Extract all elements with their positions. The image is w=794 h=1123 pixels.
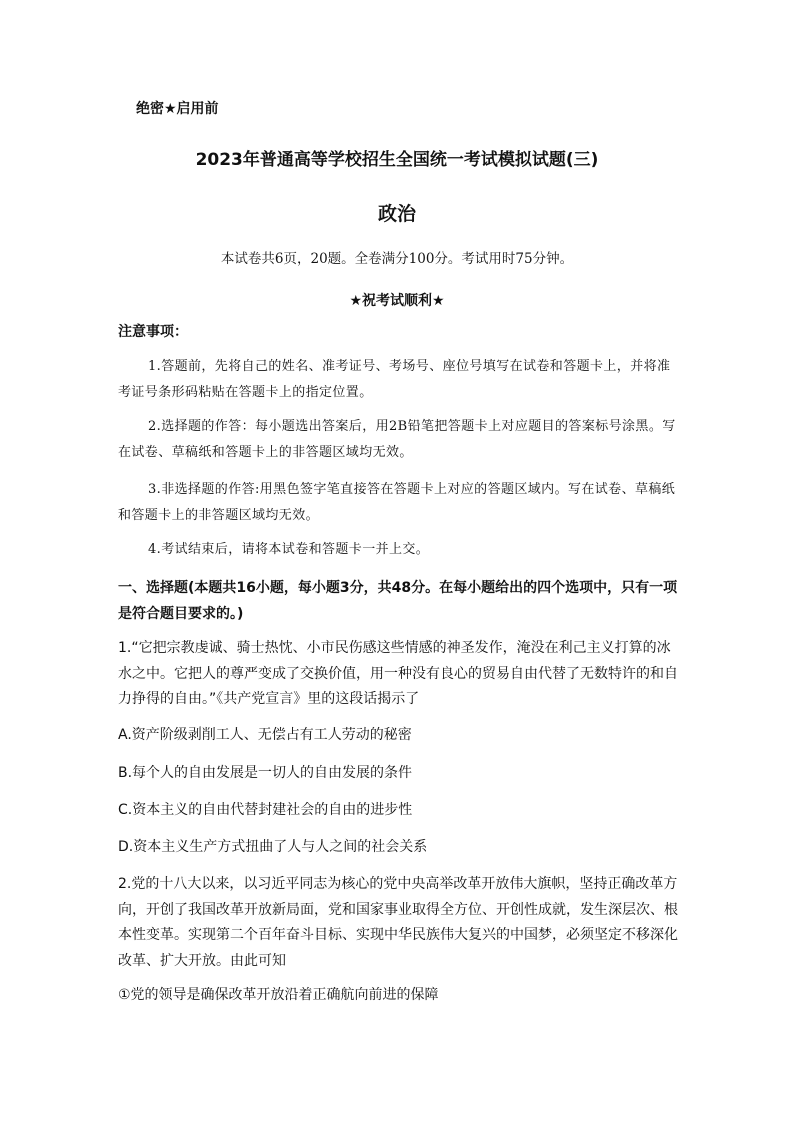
notice-item-4 [118,537,680,563]
question-1-stem: 1.“它把宗教虔诚、骑士热忱、小市民伤感这些情感的神圣发作，淹没在利己主义打算的冰水之中。它把人的尊严变成了交换价值，用一种没有良心的贸易自由代替了无数特许的和自力挣得的自由。”《共产党宣言》里的这段话揭示了 [118,640,678,707]
question-2-stem: 2.党的十八大以来，以习近平同志为核心的党中央高举改革开放伟大旗帜，坚持正确改革方向，开创了我国改革开放新局面，党和国家事业取得全方位、开创性成就，发生深层次、根本性变革。实现第二个百年奋斗目标、实现中华民族伟大复兴的中国梦，必须坚定不移深化改革、扩大开放。由此可知 [118,876,678,969]
question-2-option-1: ①党的领导是确保改革开放沿着正确航向前进的保障 [118,987,439,1003]
good-luck-banner: ★祝考试顺利★ [349,293,445,309]
question-1-option-d: D.资本主义生产方式扭曲了人与人之间的社会关系 [118,839,428,855]
notice-item-text: 2.选择题的作答：每小题选出答案后，用2B铅笔把答题卡上对应题目的答案标号涂黑。写在试卷、草稿纸和答题卡上的非答题区域均无效。 [118,419,676,460]
notice-item-2 [118,414,680,466]
notice-item-3 [118,477,680,529]
section-heading: 一、选择题(本题共16小题，每小题3分，共48分。在每小题给出的四个选项中，只有一项是符合题目要求的。) [118,580,678,622]
question-1-option-a: A.资产阶级剥削工人、无偿占有工人劳动的秘密 [118,727,412,743]
subject-title: 政治 [377,203,416,225]
notice-item-text: 1.答题前，先将自己的姓名、准考证号、考场号、座位号填写在试卷和答题卡上，并将准考证号条形码粘贴在答题卡上的指定位置。 [118,359,671,400]
notice-item-1 [118,354,680,406]
exam-title: 2023年普通高等学校招生全国统一考试模拟试题(三) [195,150,599,170]
question-1-option-b: B.每个人的自由发展是一切人的自由发展的条件 [118,765,413,781]
notice-item-text: 4.考试结束后，请将本试卷和答题卡一并上交。 [148,542,430,557]
notice-item-text: 3.非选择题的作答:用黑色签字笔直接答在答题卡上对应的答题区域内。写在试卷、草稿纸和答题卡上的非答题区域均无效。 [118,482,676,523]
exam-info: 本试卷共6页，20题。全卷满分100分。考试用时75分钟。 [220,251,574,267]
notice-heading: 注意事项： [118,324,188,340]
question-1-option-c: C.资本主义的自由代替封建社会的自由的进步性 [118,802,413,818]
secret-mark: 绝密★启用前 [136,101,219,117]
